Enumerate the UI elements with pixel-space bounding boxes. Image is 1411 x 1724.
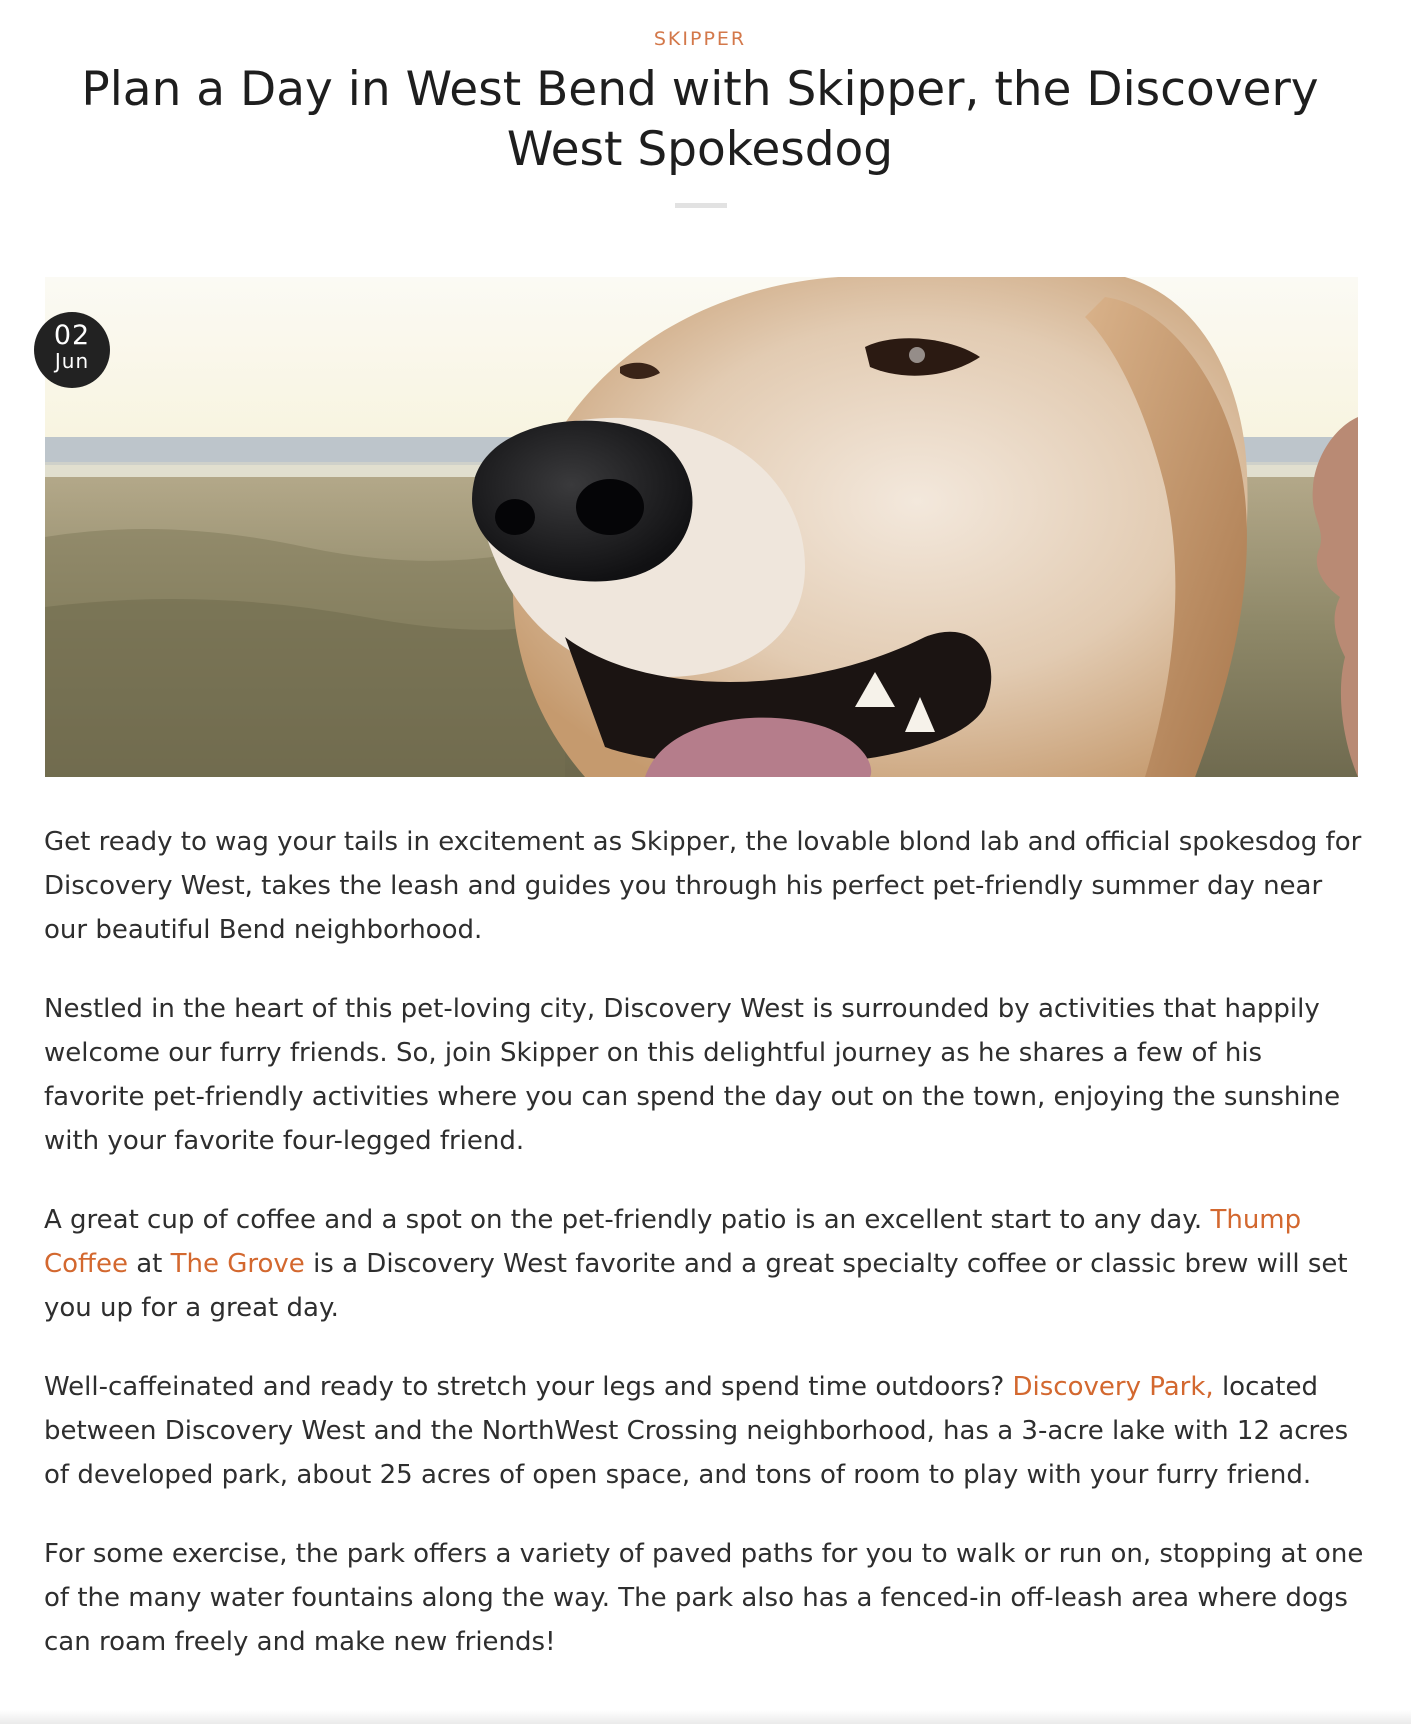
paragraph-text: at xyxy=(127,1249,171,1279)
paragraph-text: A great cup of coffee and a spot on the pet-friendly patio is an excellent start to any day. xyxy=(44,1205,1211,1235)
thump-coffee-link[interactable]: Thump Coffee xyxy=(44,1205,1302,1279)
paragraph-coffee xyxy=(44,1198,1364,1330)
paragraph-intro: Get ready to wag your tails in excitement as Skipper, the lovable blond lab and official spokesdog for Discovery West, takes the leash and guides you through his perfect pet-friendly summer day near our beautiful Bend neighborhood. xyxy=(44,827,1362,945)
paragraph-text: located between Discovery West and the NorthWest Crossing neighborhood, has a 3-acre lake with 12 acres of developed park, about 25 acres of open space, and tons of room to play with your furry friend. xyxy=(44,1372,1349,1490)
dog-photo-icon xyxy=(45,277,1358,777)
discovery-park-link[interactable]: Discovery Park, xyxy=(1012,1372,1214,1402)
paragraph-park xyxy=(44,1365,1364,1497)
the-grove-link[interactable]: The Grove xyxy=(170,1249,305,1279)
paragraph-exercise: For some exercise, the park offers a variety of paved paths for you to walk or run on, stopping at one of the many water fountains along the way. The park also has a fenced-in off-leash area where dogs can roam freely and make new friends! xyxy=(44,1539,1364,1657)
paragraph-nestled: Nestled in the heart of this pet-loving city, Discovery West is surrounded by activities that happily welcome our furry friends. So, join Skipper on this delightful journey as he shares a few of his favorite pet-friendly activities where you can spend the day out on the town, enjoying the sunshine with your favorite four-legged friend. xyxy=(44,994,1341,1156)
hero-image[interactable] xyxy=(45,277,1358,777)
paragraph-text: Well-caffeinated and ready to stretch your legs and spend time outdoors? xyxy=(44,1372,1013,1402)
title-divider xyxy=(675,203,727,208)
date-badge xyxy=(34,312,110,388)
paragraph-text: is a Discovery West favorite and a great specialty coffee or classic brew will set you up for a great day. xyxy=(44,1249,1348,1323)
date-day: 02 xyxy=(53,320,91,351)
article-body xyxy=(44,820,1364,1699)
category-link[interactable]: SKIPPER xyxy=(653,28,747,50)
date-month: Jun xyxy=(54,349,90,373)
bottom-fade xyxy=(0,1710,1411,1724)
page-title: Plan a Day in West Bend with Skipper, the Discovery West Spokesdog xyxy=(81,62,1319,177)
